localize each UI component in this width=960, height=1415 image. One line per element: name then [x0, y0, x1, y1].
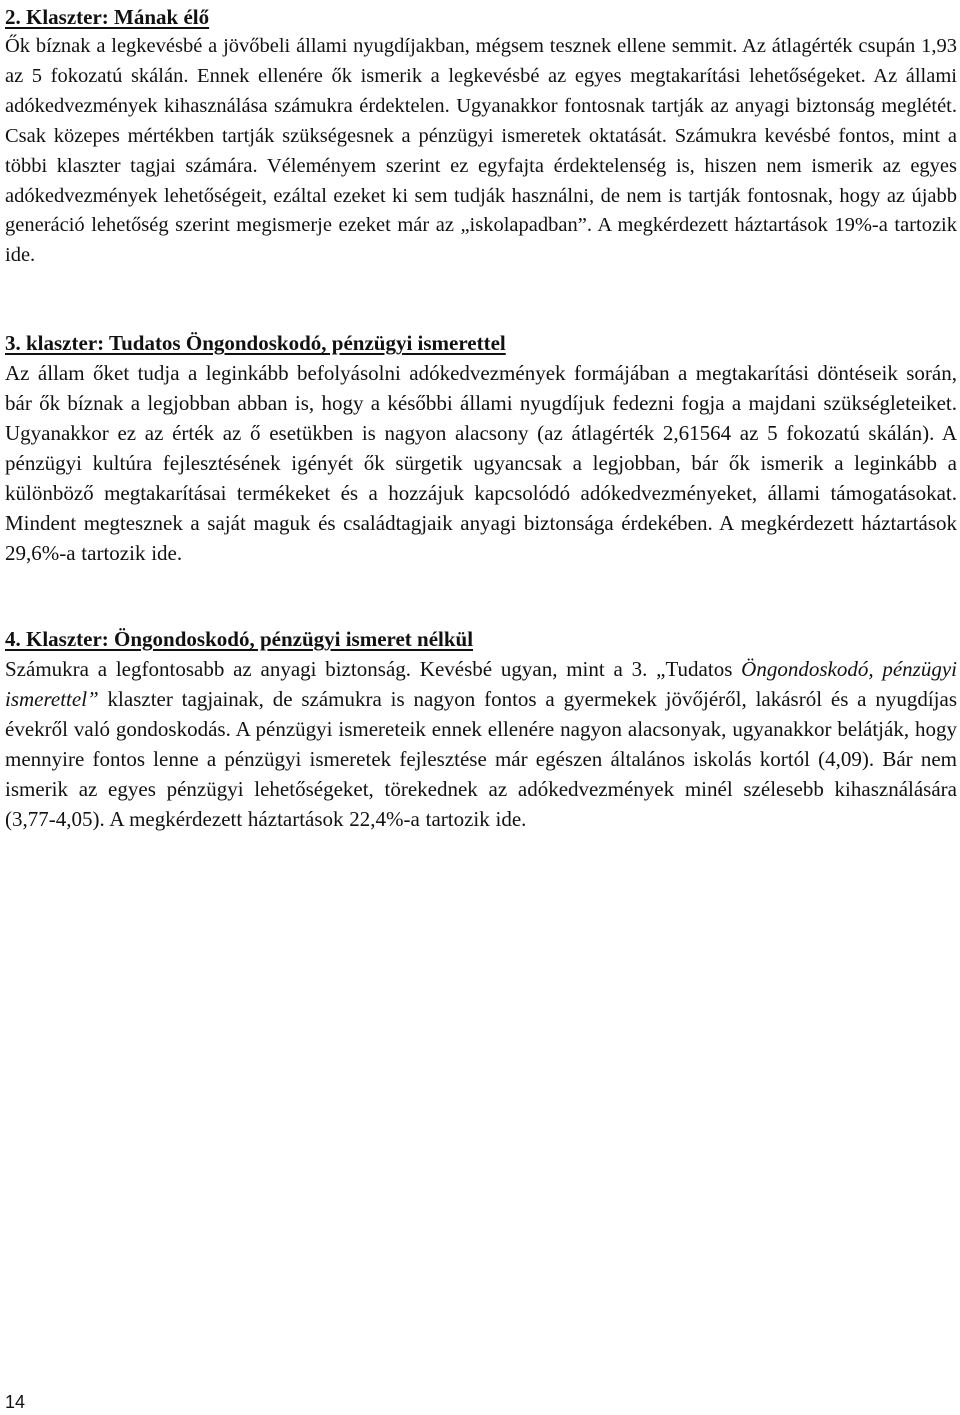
- paragraph-text-start: Számukra a legfontosabb az anyagi biztonság. Kevésbé ugyan, mint a 3. „Tudatos: [5, 657, 742, 682]
- section-heading: 3. klaszter: Tudatos Öngondoskodó, pénzügyi ismerettel: [5, 331, 506, 356]
- section-cluster-3: [5, 328, 957, 568]
- section-heading: 2. Klaszter: Mának élő: [5, 5, 210, 29]
- paragraph-text-italic: Öngondoskodó, pénzügyi ismerettel”: [5, 657, 957, 712]
- page-number: 14: [5, 1392, 26, 1412]
- section-paragraph: Az állam őket tudja a leginkább befolyásolni adókedvezmények formájában a megtakarítási döntéseik során, bár ők bíznak a legjobban abban is, hogy a későbbi állami nyugdíjuk fedezni fogja a majdani szükségleteiket. Ugyanakkor ez az érték az ő esetükben is nagyon alacsony (az átlagérték 2,61564 az 5 fokozatú skálán). A pénzügyi kultúra fejlesztésének igényét ők sürgetik ugyancsak a legjobban, bár ők ismerik a leginkább a különböző megtakarításai termékeket és a hozzájuk kapcsolódó adókedvezményeket, állami támogatásokat. Mindent megtesznek a saját maguk és családtagjaik anyagi biztonsága érdekében. A megkérdezett háztartások 29,6%-a tartozik ide.: [5, 361, 957, 566]
- section-paragraph: Ők bíznak a legkevésbé a jövőbeli állami nyugdíjakban, mégsem tesznek ellene semmit. Az átlagérték csupán 1,93 az 5 fokozatú skálán. Ennek ellenére ők ismerik a legkevésbé az egyes megtakarítási lehetőségeket. Az állami adókedvezmények kihasználása számukra érdektelen. Ugyanakkor fontosnak tartják az anyagi biztonság meglétét. Csak közepes mértékben tartják szükségesnek a pénzügyi ismeretek oktatását. Számukra kevésbé fontos, mint a többi klaszter tagjai számára. Véleményem szerint ez egyfajta érdektelenség is, hiszen nem ismerik az egyes adókedvezmények lehetőségeit, ezáltal ezeket ki sem tudják használni, de nem is tartják fontosnak, hogy az újabb generáció lehetőség szerint megismerje ezeket már az „iskolapadban”. A megkérdezett háztartások 19%-a tartozik ide.: [5, 35, 957, 267]
- section-heading: 4. Klaszter: Öngondoskodó, pénzügyi ismeret nélkül: [5, 627, 474, 652]
- section-paragraph: [5, 654, 957, 834]
- paragraph-text-end: klaszter tagjainak, de számukra is nagyon fontos a gyermekek jövőjéről, lakásról és a nyugdíjas évekről való gondoskodás. A pénzügyi ismereteik ennek ellenére nagyon alacsonyak, ugyanakkor belátják, hogy mennyire fontos lenne a pénzügyi ismeretek fejlesztése már egészen általános iskolás kortól (4,09). Bár nem ismerik az egyes pénzügyi lehetőségeket, törekednek az adókedvezmények minél szélesebb kihasználására (3,77-4,05). A megkérdezett háztartások 22,4%-a tartozik ide.: [5, 687, 957, 832]
- section-spacer: [5, 568, 957, 624]
- section-spacer: [5, 271, 957, 328]
- section-cluster-4: [5, 624, 957, 834]
- document-page: [5, 2, 957, 834]
- section-cluster-2: [5, 2, 957, 271]
